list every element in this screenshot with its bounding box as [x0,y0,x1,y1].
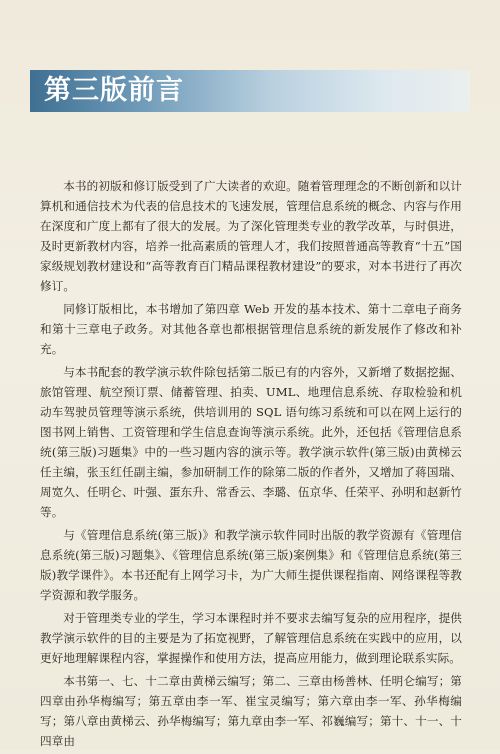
paragraph-3: 与本书配套的教学演示软件除包括第二版已有的内容外，又新增了数据挖掘、旅馆管理、航空预订票、储蓄管理、拍卖、UML、地理信息系统、存取检验和机动车驾驶员管理等演示系统，供培训用的 SQL 语句练习系统和可以在网上运行的图书网上销售、工资管理和学生信息查询等演示系统。此外，还包括《管理信息系统(第三版)习题集》中的一些习题内容的演示等。教学演示软件(第三版)由黄梯云任主编，张玉红任副主编，参加研制工作的除第二版的作者外，又增加了蒋国瑞、周宽久、任明仑、叶强、蛋东升、常香云、李璐、伍京华、任荣平、孙明和赵新竹等。 [40,365,462,519]
paragraph-1: 本书的初版和修订版受到了广大读者的欢迎。随着管理理念的不断创新和以计算机和通信技术为代表的信息技术的飞速发展，管理信息系统的概念、内容与作用在深度和广度上都有了很大的发展。为了深化管理类专业的教学改革，与时俱进，及时更新教材内容，培养一批高素质的管理人才，我们按照普通高等教育“十五”国家级规划教材建设和“高等教育百门精品课程教材建设”的要求，对本书进行了再次修订。 [40,179,462,293]
paragraph-6: 本书第一、七、十二章由黄梯云编写；第二、三章由杨善林、任明仑编写；第四章由孙华梅编写；第五章由李一军、崔宝灵编写；第六章由李一军、孙华梅编写；第八章由黄梯云、孙华梅编写；第九章由李一军、祁巍编写；第十、十一、十四章由 [40,674,462,748]
paragraph-5: 对于管理类专业的学生，学习本课程时并不要求去编写复杂的应用程序，提供教学演示软件的目的主要是为了拓宽视野，了解管理信息系统在实践中的应用，以更好地理解课程内容，掌握操作和使用方法，提高应用能力，做到理论联系实际。 [40,611,462,665]
preface-body [40,176,462,754]
page-title: 第三版前言 [44,75,184,106]
paragraph-4: 与《管理信息系统(第三版)》和教学演示软件同时出版的教学资源有《管理信息系统(第三版)习题集》、《管理信息系统(第三版)案例集》和《管理信息系统(第三版)教学课件》。本书还配有上网学习卡，为广大师生提供课程指南、网络课程等教学资源和教学服务。 [40,528,462,602]
paragraph-2: 同修订版相比，本书增加了第四章 Web 开发的基本技术、第十二章电子商务和第十三章电子政务。对其他各章也都根据管理信息系统的新发展作了修改和补充。 [40,302,462,356]
